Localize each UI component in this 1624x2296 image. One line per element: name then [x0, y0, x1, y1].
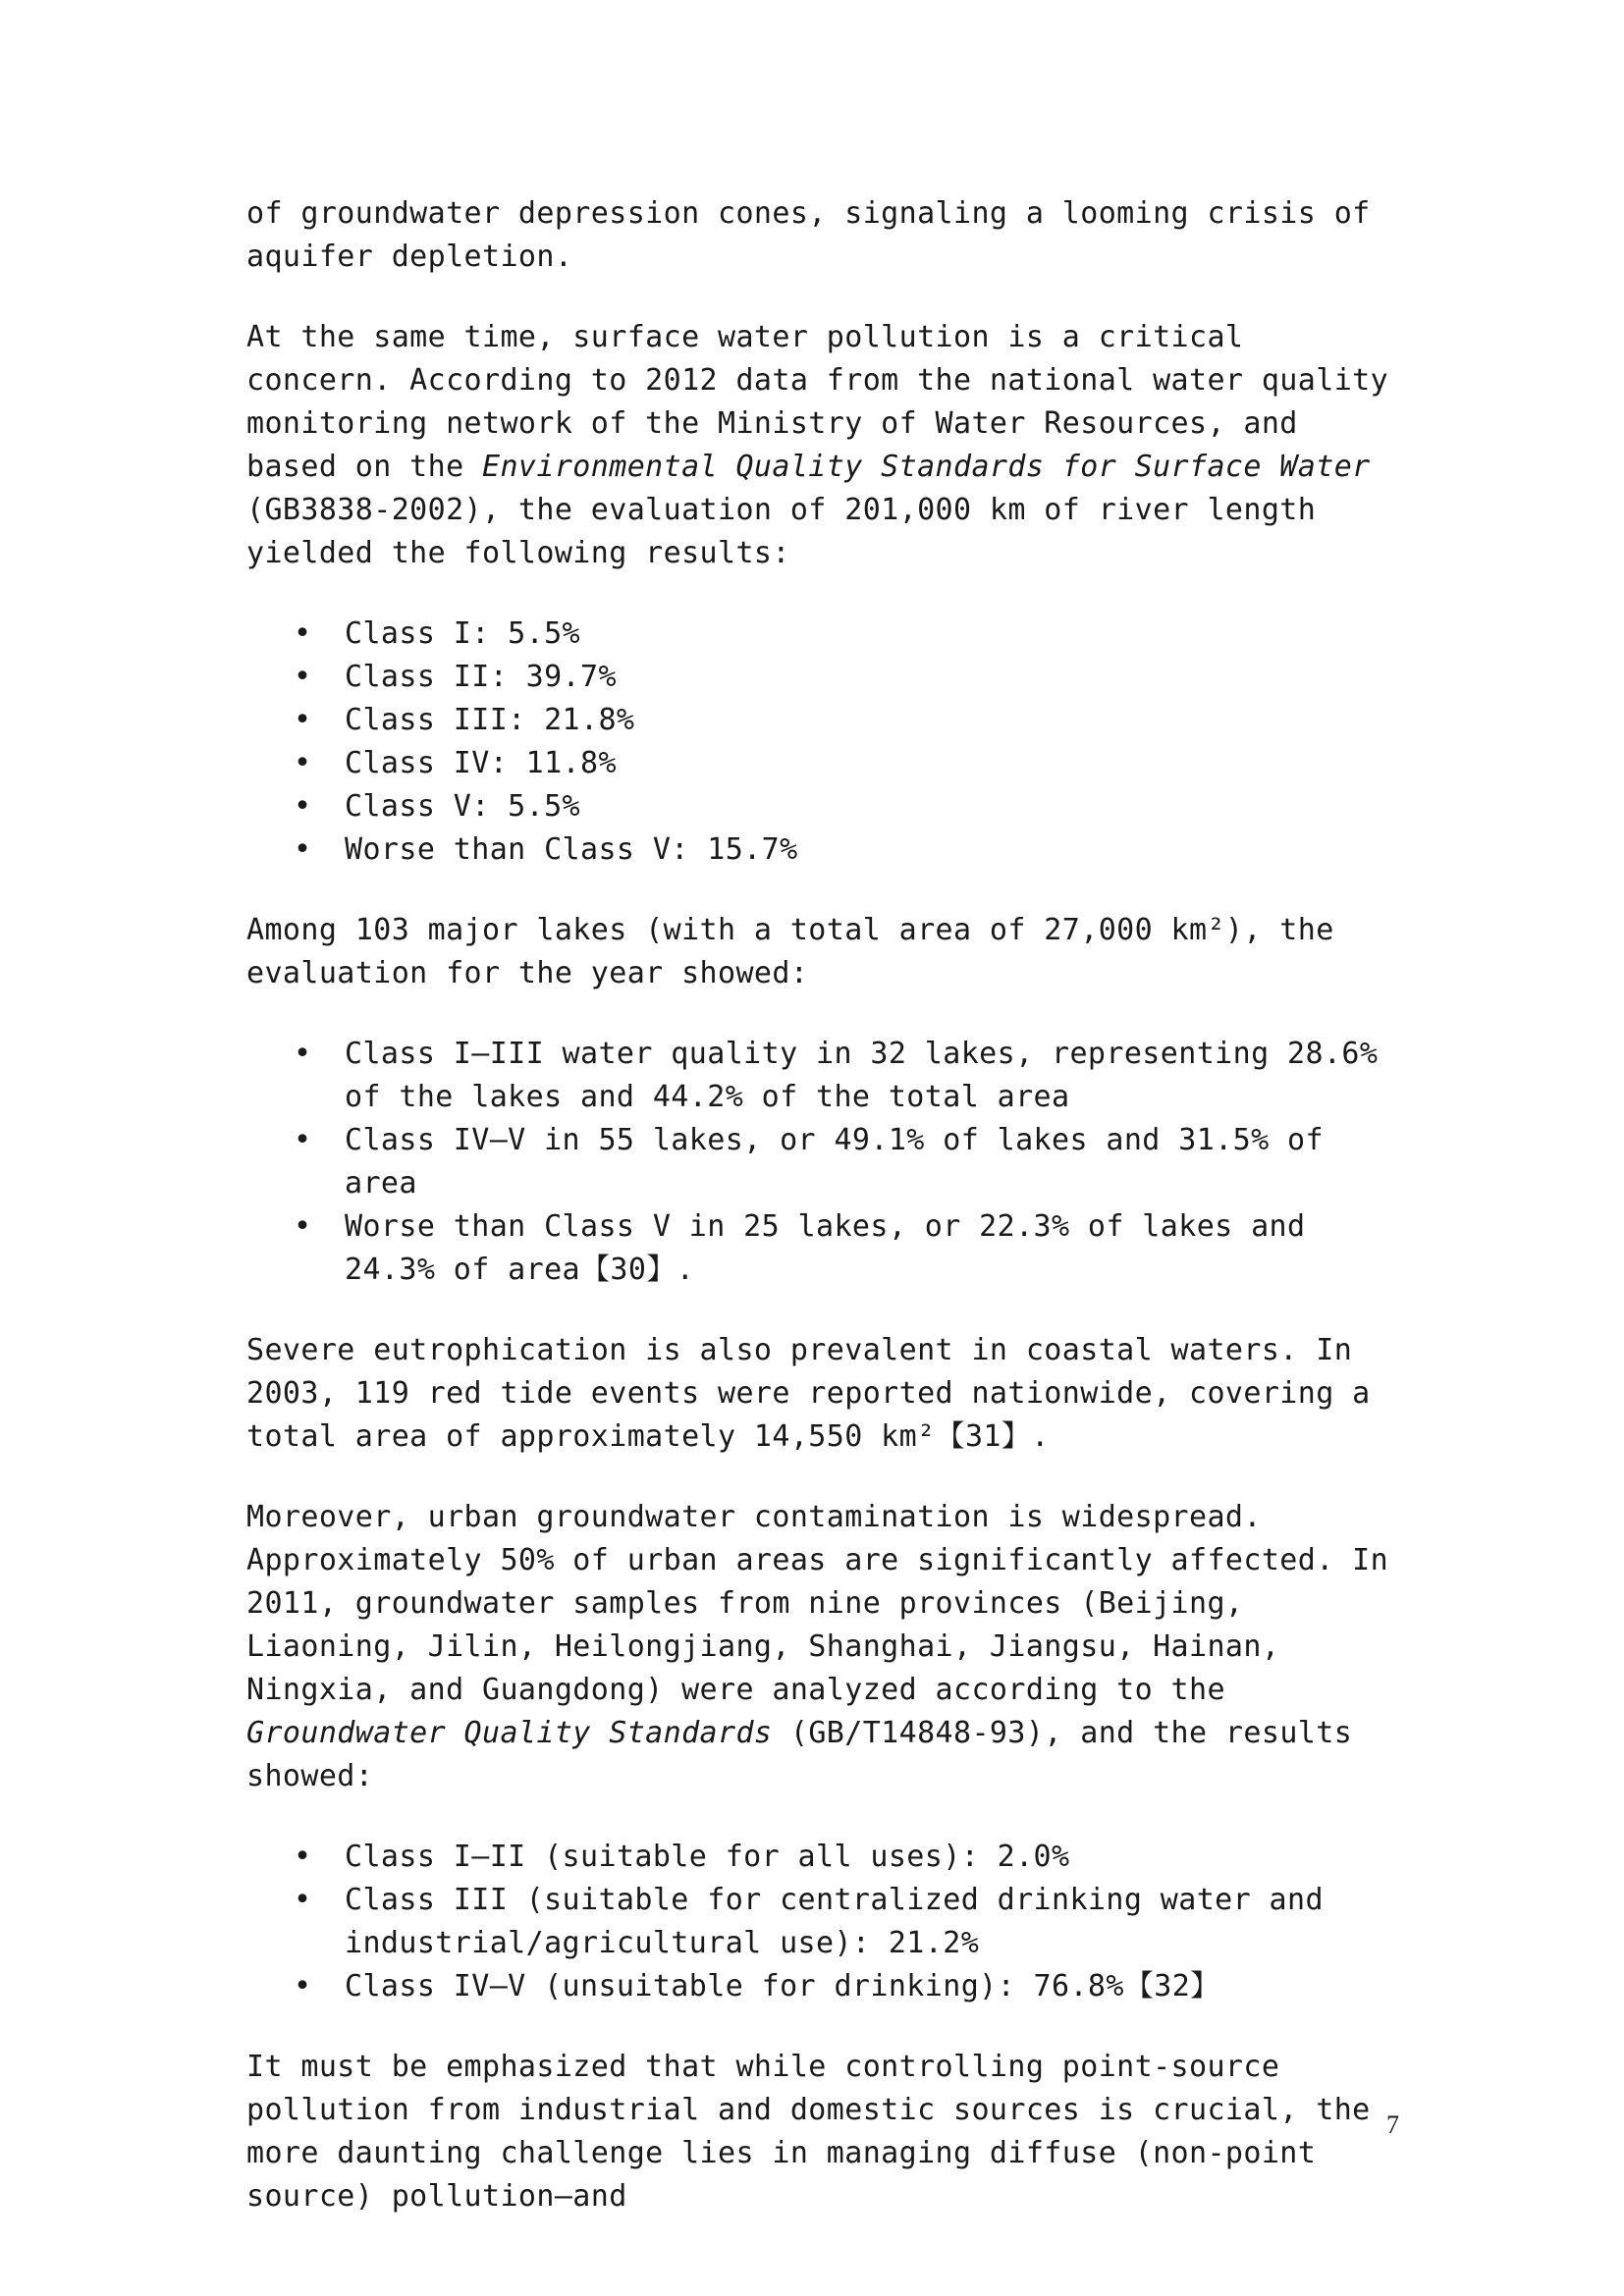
standard-title-surface-water: Environmental Quality Standards for Surface Water [482, 450, 1371, 484]
page-number: 7 [1386, 2110, 1399, 2139]
paragraph-major-lakes: Among 103 major lakes (with a total area of 27,000 km²), the evaluation for the year showed: [246, 913, 1334, 990]
list-item: • Worse than Class V in 25 lakes, or 22.3% of lakes and 24.3% of area【30】. [246, 1205, 1405, 1292]
paragraph-text: At the same time, surface water pollution is a critical concern. According to 2012 data from the national water quality monitoring network of the Ministry of Water Resources, and based on the [246, 320, 1389, 484]
groundwater-class-list [246, 1836, 1405, 2008]
list-item: • Class I–II (suitable for all uses): 2.0% [246, 1836, 1405, 1879]
paragraph-urban-groundwater [246, 1496, 1405, 1798]
list-item: • Class IV–V (unsuitable for drinking): 76.8%【32】 [246, 1965, 1405, 2008]
paragraph-nonpoint-pollution: It must be emphasized that while controlling point-source pollution from industrial and domestic sources is crucial, the more daunting challenge lies in managing diffuse (non-point source) pollution—and [246, 2050, 1371, 2214]
paragraph-text: (GB/T14848-93), and the results showed: [246, 1716, 1353, 1793]
paragraph-coastal-eutrophication: Severe eutrophication is also prevalent in coastal waters. In 2003, 119 red tide events were reported nationwide, covering a total area of approximately 14,550 km²【31】. [246, 1333, 1371, 1454]
list-item: • Class II: 39.7% [246, 656, 1405, 699]
river-class-list [246, 613, 1405, 872]
paragraph-text: Moreover, urban groundwater contamination is widespread. Approximately 50% of urban areas are significantly affected. In 2011, groundwater samples from nine provinces (Beijing, Liaoning, Jilin, Heilongjiang, Shanghai, Jiangsu, Hainan, Ningxia, and Guangdong) were analyzed according to the [246, 1500, 1389, 1707]
list-item: • Class I: 5.5% [246, 613, 1405, 656]
list-item: • Worse than Class V: 15.7% [246, 828, 1405, 872]
lake-class-list [246, 1033, 1405, 1292]
paragraph-surface-water-pollution [246, 316, 1405, 575]
list-item: • Class III: 21.8% [246, 699, 1405, 742]
list-item: • Class IV: 11.8% [246, 742, 1405, 785]
list-item: • Class III (suitable for centralized drinking water and industrial/agricultural use): 21.2% [246, 1879, 1405, 1965]
paragraph-aquifer-depletion: of groundwater depression cones, signaling a looming crisis of aquifer depletion. [246, 196, 1371, 274]
list-item: • Class I–III water quality in 32 lakes, representing 28.6% of the lakes and 44.2% of the total area [246, 1033, 1405, 1119]
list-item: • Class IV–V in 55 lakes, or 49.1% of lakes and 31.5% of area [246, 1119, 1405, 1205]
list-item: • Class V: 5.5% [246, 785, 1405, 828]
standard-title-groundwater: Groundwater Quality Standards [246, 1716, 773, 1750]
document-page [246, 192, 1405, 2256]
paragraph-text: (GB3838-2002), the evaluation of 201,000 km of river length yielded the following results: [246, 493, 1317, 570]
